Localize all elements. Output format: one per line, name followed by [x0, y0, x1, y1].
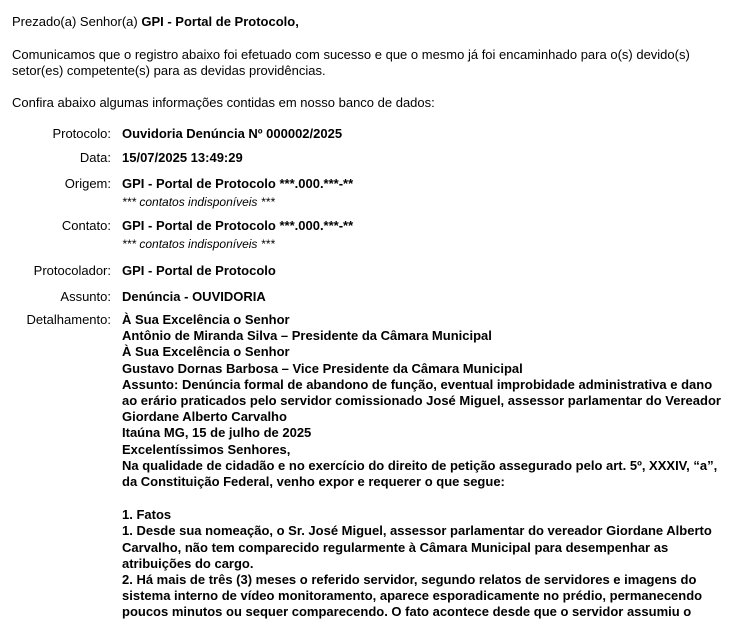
detail-line: Na qualidade de cidadão e no exercício do direito de petição assegurado pelo art. 5º, XXXIV, “a”, [122, 457, 718, 473]
detail-line: 2. Há mais de três (3) meses o referido servidor, segundo relatos de servidores e imagens do [122, 572, 697, 588]
detail-line: À Sua Excelência o Senhor [122, 344, 290, 360]
field-value: Ouvidoria Denúncia Nº 000002/2025 [122, 126, 343, 141]
greeting [12, 14, 746, 30]
detail-line: sistema interno de vídeo monitoramento, aparece esporadicamente no prédio, permanecendo [122, 588, 703, 604]
detail-line: Itaúna MG, 15 de julho de 2025 [122, 425, 312, 441]
detail-line: Antônio de Miranda Silva – Presidente da Câmara Municipal [122, 328, 492, 344]
info-line: Confira abaixo algumas informações contidas em nosso banco de dados: [12, 95, 435, 110]
field-label: Protocolador: [33, 263, 111, 278]
detail-line: da Constituição Federal, venho expor e requerer o que segue: [122, 474, 505, 490]
email-body [12, 14, 746, 111]
field-label: Data: [79, 150, 111, 165]
field-label: Contato: [61, 218, 111, 233]
field-note: *** contatos indisponíveis *** [122, 237, 275, 251]
field-label: Detalhamento: [26, 312, 111, 327]
detail-line: atribuições do cargo. [122, 555, 254, 571]
detail-line: Gustavo Dornas Barbosa – Vice Presidente da Câmara Municipal [122, 360, 523, 376]
field-note: *** contatos indisponíveis *** [122, 195, 275, 209]
detail-blank-line [122, 490, 744, 507]
field-label: Assunto: [60, 289, 111, 304]
field-value: 15/07/2025 13:49:29 [122, 150, 243, 165]
field-label: Protocolo: [52, 126, 111, 141]
detail-line: Assunto: Denúncia formal de abandono de função, eventual improbidade administrativa e dano [122, 376, 713, 392]
detail-line: Giordane Alberto Carvalho [122, 409, 287, 425]
field-value: GPI - Portal de Protocolo ***.000.***-** [122, 176, 354, 191]
greeting-prefix: Prezado(a) Senhor(a) [12, 14, 138, 29]
detail-line: 1. Fatos [122, 507, 172, 523]
detail-line: poucos minutos ou sequer comparecendo. O fato acontece desde que o servidor assumiu o [122, 604, 692, 620]
detail-line: À Sua Excelência o Senhor [122, 312, 290, 327]
field-value: GPI - Portal de Protocolo ***.000.***-** [122, 218, 354, 233]
detail-line: 1. Desde sua nomeação, o Sr. José Miguel, assessor parlamentar do vereador Giordane Alberto [122, 523, 712, 539]
field-label: Origem: [64, 176, 111, 191]
field-value: GPI - Portal de Protocolo [122, 263, 276, 278]
field-value: Denúncia - OUVIDORIA [122, 289, 266, 304]
detail-line: ao erário praticados pelo servidor comissionado José Miguel, assessor parlamentar do Vereador [122, 393, 721, 409]
greeting-name: GPI - Portal de Protocolo, [141, 14, 299, 29]
detail-line: Excelentíssimos Senhores, [122, 441, 291, 457]
intro-paragraph: Comunicamos que o registro abaixo foi efetuado com sucesso e que o mesmo já foi encaminhado para o(s) devido(s) setor(es) competente(s) para as devidas providências. [12, 47, 690, 78]
detail-line: Carvalho, não tem comparecido regularmente à Câmara Municipal para desempenhar as [122, 539, 669, 555]
detail-text [122, 312, 744, 621]
